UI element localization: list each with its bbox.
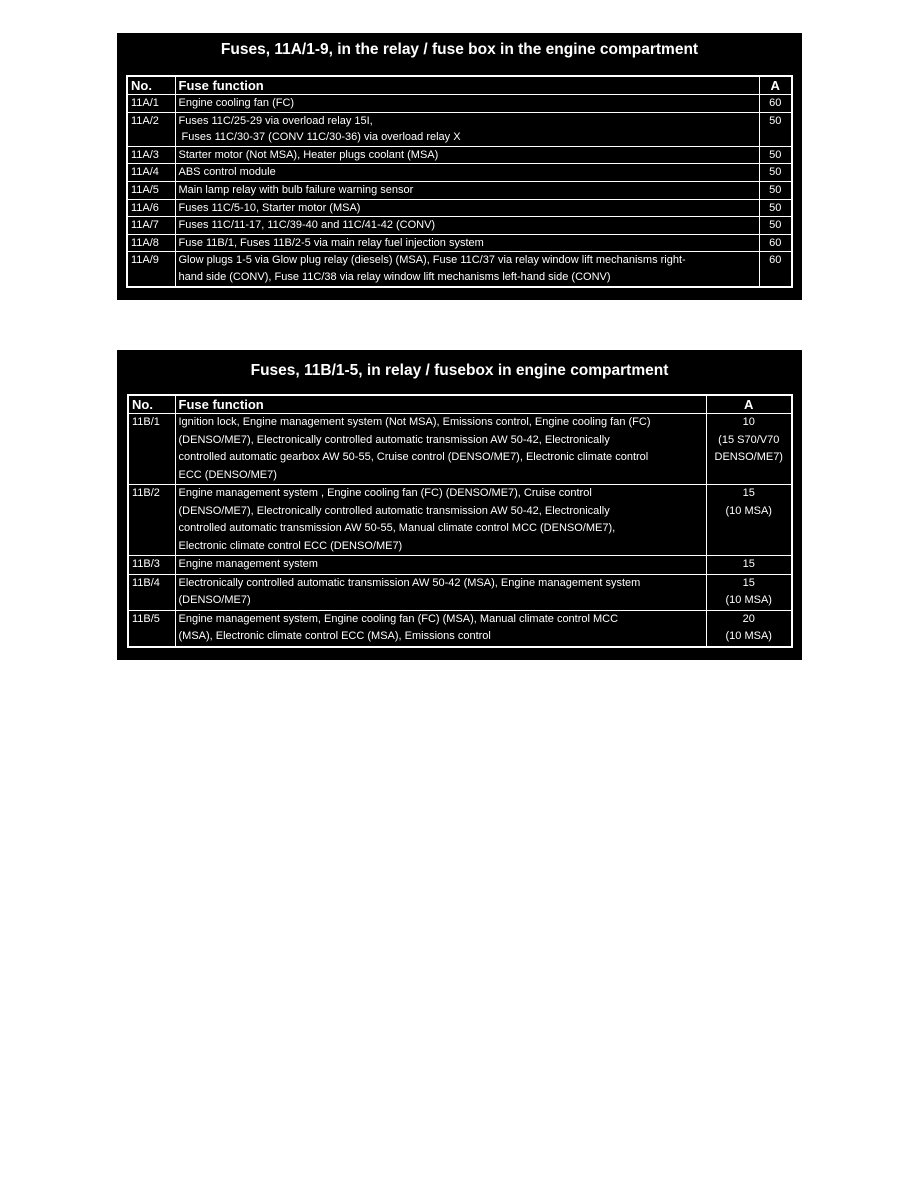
fuse-amperage-cell <box>759 146 792 164</box>
fuse-row <box>127 146 792 164</box>
fuse-amperage-cell <box>706 556 792 575</box>
fuse-amperage-line: 50 <box>769 219 782 232</box>
fuse-amperage-cell <box>706 574 792 610</box>
fuse-function-line: Engine management system, Engine cooling fan (FC) (MSA), Manual climate control MCC <box>178 612 619 625</box>
fuse-row <box>127 181 792 199</box>
fuse-row <box>127 252 792 287</box>
fuse-function-cell <box>175 610 706 647</box>
fuse-amperage-line: 15 <box>742 487 755 499</box>
fuse-function-cell <box>175 112 759 146</box>
fuse-function-cell <box>175 252 759 287</box>
fuse-amperage-line: 50 <box>769 183 782 196</box>
fuse-function-line: Glow plugs 1-5 via Glow plug relay (diesels) (MSA), Fuse 11C/37 via relay window lift mechanisms right- <box>178 254 686 267</box>
fuse-amperage-line: 50 <box>769 148 782 161</box>
fuse-amperage-cell <box>759 164 792 182</box>
fuse-function-line: controlled automatic gearbox AW 50-55, Cruise control (DENSO/ME7), Electronic climate control <box>178 451 649 463</box>
fuse-function-line: Engine cooling fan (FC) <box>178 97 295 109</box>
header-fuse-function: Fuse function <box>175 76 759 95</box>
fuse-number-cell: 11B/3 <box>128 556 175 575</box>
fuse-number-cell: 11A/7 <box>127 217 175 235</box>
fuse-row <box>127 95 792 113</box>
fuse-function-line: Fuses 11C/11-17, 11C/39-40 and 11C/41-42 (CONV) <box>178 219 436 232</box>
fuse-number-cell: 11B/1 <box>128 414 175 485</box>
fuse-table-11a <box>126 75 793 288</box>
fuse-function-line: Main lamp relay with bulb failure warning sensor <box>178 183 414 196</box>
header-amperage: A <box>706 395 792 414</box>
fuse-function-line: Engine management system <box>178 558 318 570</box>
fuse-amperage-line: 60 <box>769 254 782 267</box>
fuse-function-cell <box>175 181 759 199</box>
fuse-function-line: (DENSO/ME7), Electronically controlled automatic transmission AW 50-42, Electronically <box>178 433 610 446</box>
fuse-panel-11b <box>117 350 802 660</box>
fuse-function-line: Fuses 11C/30-37 (CONV 11C/30-36) via overload relay X <box>178 131 461 144</box>
fuse-function-line: hand side (CONV), Fuse 11C/38 via relay window lift mechanisms left-hand side (CONV) <box>178 270 611 283</box>
fuse-function-line: Electronically controlled automatic transmission AW 50-42 (MSA), Engine management system <box>178 576 641 589</box>
fuse-function-line: Electronic climate control ECC (DENSO/ME7) <box>178 539 403 552</box>
fuse-row <box>127 199 792 217</box>
fuse-amperage-cell <box>759 112 792 146</box>
fuse-row <box>128 485 792 556</box>
fuse-table-11b <box>127 394 793 648</box>
fuse-amperage-cell <box>759 181 792 199</box>
fuse-function-line: Ignition lock, Engine management system (Not MSA), Emissions control, Engine cooling fan (FC) <box>178 416 651 428</box>
fuse-row <box>128 556 792 575</box>
fuse-function-line: ABS control module <box>178 166 276 179</box>
fuse-function-cell <box>175 164 759 182</box>
fuse-function-line: (MSA), Electronic climate control ECC (MSA), Emissions control <box>178 630 491 642</box>
fuse-function-cell <box>175 574 706 610</box>
fuse-amperage-cell <box>706 610 792 647</box>
fuse-amperage-line: (10 MSA) <box>725 504 772 517</box>
fuse-number-cell: 11A/1 <box>127 95 175 113</box>
fuse-amperage-cell <box>759 217 792 235</box>
fuse-function-line: (DENSO/ME7), Electronically controlled automatic transmission AW 50-42, Electronically <box>178 504 610 517</box>
fuse-function-cell <box>175 95 759 113</box>
header-no: No. <box>127 76 175 95</box>
fuse-amperage-line: 50 <box>769 201 782 214</box>
fuse-amperage-line: 15 <box>742 558 755 570</box>
fuse-amperage-line: 60 <box>769 97 782 109</box>
panel-title: Fuses, 11A/1-9, in the relay / fuse box in the engine compartment <box>220 41 699 58</box>
fuse-number-cell: 11A/9 <box>127 252 175 287</box>
fuse-amperage-cell <box>759 199 792 217</box>
header-fuse-function: Fuse function <box>175 395 706 414</box>
fuse-row <box>128 574 792 610</box>
fuse-amperage-line: (10 MSA) <box>725 594 772 606</box>
fuse-amperage-line: 50 <box>769 166 782 179</box>
fuse-amperage-line: 60 <box>769 236 782 249</box>
fuse-function-cell <box>175 556 706 575</box>
fuse-number-cell: 11A/5 <box>127 181 175 199</box>
panel-title: Fuses, 11B/1-5, in relay / fusebox in engine compartment <box>250 362 669 379</box>
fuse-function-line: (DENSO/ME7) <box>178 594 251 606</box>
fuse-amperage-line: 15 <box>742 576 755 589</box>
fuse-function-line: Engine management system , Engine cooling fan (FC) (DENSO/ME7), Cruise control <box>178 487 592 499</box>
fuse-amperage-line: DENSO/ME7) <box>714 451 783 463</box>
fuse-amperage-line: 50 <box>769 114 782 127</box>
fuse-row <box>127 164 792 182</box>
fuse-function-line: ECC (DENSO/ME7) <box>178 468 277 481</box>
fuse-number-cell: 11A/4 <box>127 164 175 182</box>
fuse-amperage-line: (10 MSA) <box>725 630 772 642</box>
fuse-function-cell <box>175 199 759 217</box>
header-row <box>127 76 792 95</box>
fuse-function-cell <box>175 146 759 164</box>
fuse-number-cell: 11A/3 <box>127 146 175 164</box>
fuse-amperage-line: (15 S70/V70 <box>718 433 780 446</box>
fuse-amperage-line: 10 <box>742 416 755 428</box>
fuse-amperage-cell <box>759 252 792 287</box>
fuse-row <box>127 217 792 235</box>
fuse-amperage-cell <box>759 234 792 252</box>
fuse-row <box>128 414 792 485</box>
fuse-amperage-cell <box>759 95 792 113</box>
fuse-function-line: Starter motor (Not MSA), Heater plugs coolant (MSA) <box>178 148 439 161</box>
fuse-function-cell <box>175 414 706 485</box>
fuse-row <box>127 234 792 252</box>
fuse-function-cell <box>175 234 759 252</box>
fuse-function-line: Fuse 11B/1, Fuses 11B/2-5 via main relay fuel injection system <box>178 236 484 249</box>
fuse-row <box>128 610 792 647</box>
fuse-function-line: Fuses 11C/5-10, Starter motor (MSA) <box>178 201 361 214</box>
header-no: No. <box>128 395 175 414</box>
fuse-number-cell: 11A/8 <box>127 234 175 252</box>
fuse-amperage-cell <box>706 414 792 485</box>
fuse-number-cell: 11B/4 <box>128 574 175 610</box>
fuse-function-line: Fuses 11C/25-29 via overload relay 15I, <box>178 114 373 127</box>
fuse-function-cell <box>175 485 706 556</box>
fuse-number-cell: 11A/2 <box>127 112 175 146</box>
header-amperage: A <box>759 76 792 95</box>
fuse-function-cell <box>175 217 759 235</box>
fuse-panel-11a <box>117 33 802 300</box>
fuse-function-line: controlled automatic transmission AW 50-55, Manual climate control MCC (DENSO/ME7), <box>178 522 616 534</box>
fuse-number-cell: 11B/2 <box>128 485 175 556</box>
fuse-row <box>127 112 792 146</box>
fuse-number-cell: 11A/6 <box>127 199 175 217</box>
header-row <box>128 395 792 414</box>
fuse-number-cell: 11B/5 <box>128 610 175 647</box>
fuse-amperage-cell <box>706 485 792 556</box>
fuse-amperage-line: 20 <box>742 612 755 625</box>
